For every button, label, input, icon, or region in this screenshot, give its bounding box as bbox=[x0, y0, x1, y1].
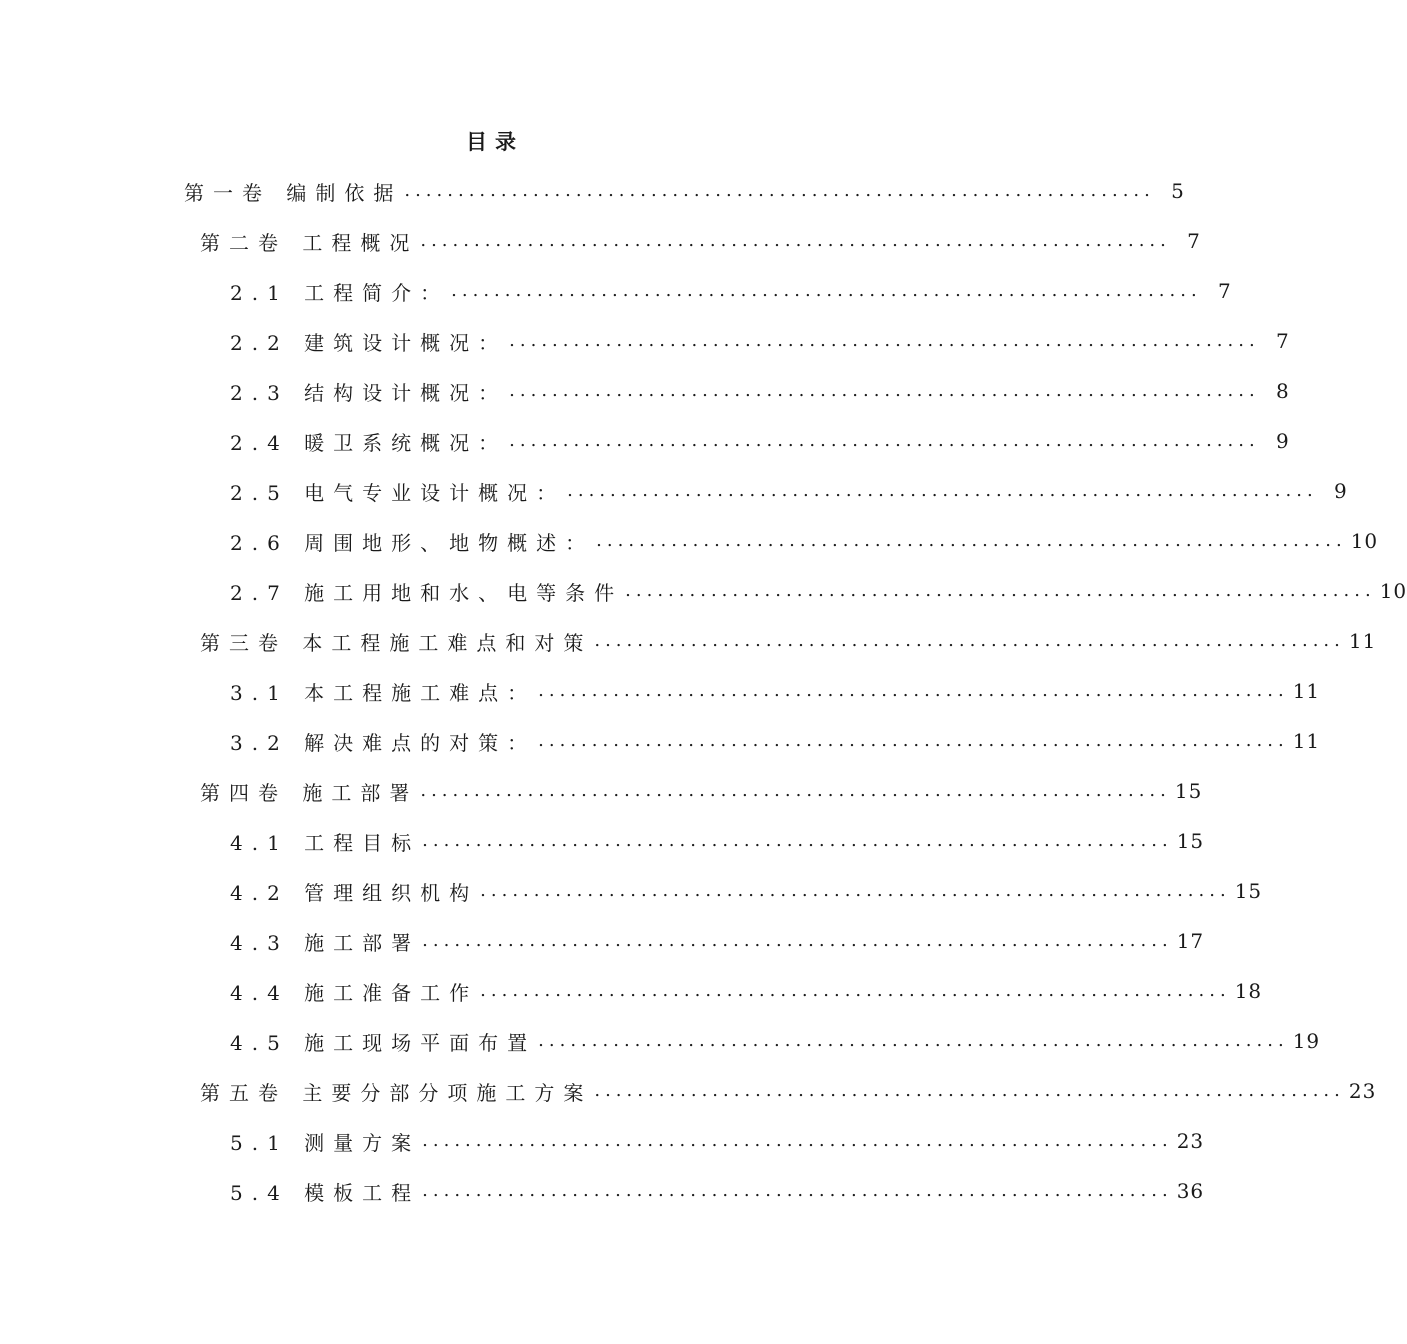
toc-entry-label: 第一卷 编制依据 bbox=[184, 180, 403, 205]
toc-entry-page: 8 bbox=[1275, 379, 1290, 403]
toc-entry[interactable] bbox=[230, 876, 1263, 906]
toc-entry-page: 15 bbox=[1176, 829, 1205, 853]
toc-leader-dots: ...................................................................... bbox=[420, 229, 1171, 251]
toc-entry[interactable] bbox=[200, 226, 1201, 256]
toc-leader-dots: ...................................................................... bbox=[422, 929, 1173, 951]
toc-entry[interactable] bbox=[230, 726, 1321, 756]
toc-leader-dots: ...................................................................... bbox=[480, 879, 1231, 901]
toc-entry[interactable] bbox=[230, 1026, 1321, 1056]
toc-leader-dots: ...................................................................... bbox=[538, 679, 1289, 701]
toc-leader-dots: ...................................................................... bbox=[538, 729, 1289, 751]
toc-entry[interactable] bbox=[230, 976, 1263, 1006]
toc-entry-page: 9 bbox=[1275, 429, 1290, 453]
toc-entry-page: 36 bbox=[1176, 1179, 1205, 1203]
toc-entry-label: 2.6 周围地形、地物概述： bbox=[230, 530, 595, 555]
toc-entry-label: 2.4 暖卫系统概况： bbox=[230, 430, 508, 455]
toc-entry-label: 3.1 本工程施工难点： bbox=[230, 680, 537, 705]
toc-entry[interactable] bbox=[230, 426, 1290, 456]
toc-entry-page: 10 bbox=[1379, 579, 1407, 603]
toc-entry-label: 第四卷 施工部署 bbox=[200, 780, 419, 805]
toc-leader-dots: ...................................................................... bbox=[509, 329, 1260, 351]
toc-entry-page: 5 bbox=[1171, 179, 1185, 203]
toc-entry-label: 2.7 施工用地和水、电等条件 bbox=[230, 580, 624, 605]
toc-entry[interactable] bbox=[230, 526, 1379, 556]
toc-entry[interactable] bbox=[200, 1076, 1377, 1106]
toc-title: 目录 bbox=[466, 129, 524, 154]
toc-entry-label: 第三卷 本工程施工难点和对策 bbox=[200, 630, 593, 655]
toc-entry-label: 2.1 工程简介： bbox=[230, 280, 450, 305]
toc-entry[interactable] bbox=[230, 326, 1290, 356]
toc-entry-label: 5.1 测量方案 bbox=[230, 1130, 421, 1155]
toc-entry[interactable] bbox=[200, 626, 1377, 656]
toc-entry-label: 5.4 模板工程 bbox=[230, 1180, 421, 1205]
toc-leader-dots: ...................................................................... bbox=[404, 179, 1155, 201]
toc-entry-page: 19 bbox=[1292, 1029, 1321, 1053]
toc-entry-page: 10 bbox=[1350, 529, 1379, 553]
toc-entry-label: 4.2 管理组织机构 bbox=[230, 880, 479, 905]
toc-leader-dots: ...................................................................... bbox=[451, 279, 1202, 301]
toc-entry-label: 2.2 建筑设计概况： bbox=[230, 330, 508, 355]
toc-leader-dots: ...................................................................... bbox=[594, 1079, 1345, 1101]
toc-leader-dots: ...................................................................... bbox=[625, 579, 1376, 601]
toc-entry-label: 4.4 施工准备工作 bbox=[230, 980, 479, 1005]
toc-entry-page: 7 bbox=[1275, 329, 1290, 353]
toc-entry[interactable] bbox=[200, 776, 1203, 806]
toc-entry-page: 15 bbox=[1174, 779, 1203, 803]
toc-leader-dots: ...................................................................... bbox=[422, 1179, 1173, 1201]
toc-leader-dots: ...................................................................... bbox=[422, 829, 1173, 851]
toc-leader-dots: ...................................................................... bbox=[567, 479, 1318, 501]
toc-entry-label: 3.2 解决难点的对策： bbox=[230, 730, 537, 755]
toc-entry-page: 15 bbox=[1234, 879, 1263, 903]
toc-entry-label: 2.3 结构设计概况： bbox=[230, 380, 508, 405]
toc-leader-dots: ...................................................................... bbox=[509, 429, 1260, 451]
toc-entry-page: 11 bbox=[1292, 679, 1321, 703]
toc-entry-page: 11 bbox=[1348, 629, 1377, 653]
toc-entry[interactable] bbox=[184, 176, 1185, 206]
toc-entry[interactable] bbox=[230, 476, 1348, 506]
toc-entry-label: 4.1 工程目标 bbox=[230, 830, 421, 855]
toc-leader-dots: ...................................................................... bbox=[480, 979, 1231, 1001]
toc-entry-label: 第五卷 主要分部分项施工方案 bbox=[200, 1080, 593, 1105]
toc-entry-label: 4.3 施工部署 bbox=[230, 930, 421, 955]
toc-entry-page: 23 bbox=[1348, 1079, 1377, 1103]
toc-entry-label: 4.5 施工现场平面布置 bbox=[230, 1030, 537, 1055]
toc-entry-page: 11 bbox=[1292, 729, 1321, 753]
toc-leader-dots: ...................................................................... bbox=[596, 529, 1347, 551]
toc-entry-page: 18 bbox=[1234, 979, 1263, 1003]
toc-leader-dots: ...................................................................... bbox=[422, 1129, 1173, 1151]
toc-entry-page: 7 bbox=[1217, 279, 1232, 303]
toc-entry-page: 17 bbox=[1176, 929, 1205, 953]
toc-leader-dots: ...................................................................... bbox=[594, 629, 1345, 651]
toc-entry-label: 2.5 电气专业设计概况： bbox=[230, 480, 566, 505]
toc-entry[interactable] bbox=[230, 676, 1321, 706]
toc-entry-page: 7 bbox=[1187, 229, 1201, 253]
toc-entry[interactable] bbox=[230, 576, 1407, 606]
toc-entry[interactable] bbox=[230, 926, 1205, 956]
toc-entry[interactable] bbox=[230, 1176, 1205, 1206]
toc-leader-dots: ...................................................................... bbox=[420, 779, 1171, 801]
toc-entry[interactable] bbox=[230, 276, 1232, 306]
toc-entry[interactable] bbox=[230, 826, 1205, 856]
toc-entry[interactable] bbox=[230, 1126, 1205, 1156]
toc-entry[interactable] bbox=[230, 376, 1290, 406]
toc-entry-page: 23 bbox=[1176, 1129, 1205, 1153]
toc-entry-label: 第二卷 工程概况 bbox=[200, 230, 419, 255]
toc-leader-dots: ...................................................................... bbox=[509, 379, 1260, 401]
toc-leader-dots: ...................................................................... bbox=[538, 1029, 1289, 1051]
toc-entry-page: 9 bbox=[1333, 479, 1348, 503]
